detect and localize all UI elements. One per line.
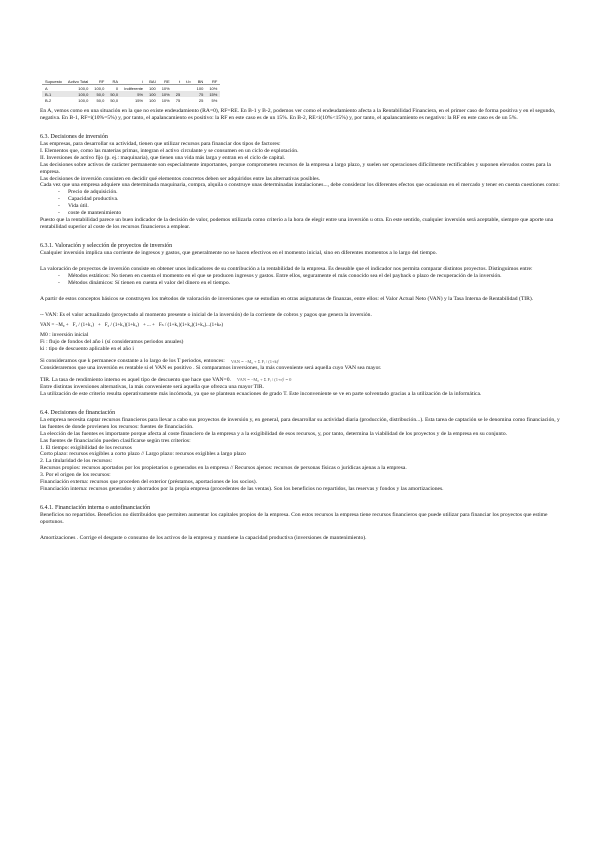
paragraph: Recursos propios: recursos aportados por los propietarios o generados en la empresa // Recursos ajenos: recursos de personas físicas o jurídicas ajenas a la empresa. [40, 465, 407, 472]
paragraph: Financiación interna: recursos generados y ahorrados por la propia empresa (procedentes de las ventas). Son los beneficios no repartidos, las reservas y fondos y las amortizaciones. [40, 485, 444, 492]
table-header-cell: i [121, 78, 146, 85]
paragraph: Financiación externa: recursos que proceden del exterior (préstamos, aportaciones de los socios). [40, 479, 257, 486]
table-cell: 5% [211, 97, 218, 103]
paragraph: A partir de estos conceptos básicos se construyen los métodos de valoración de inversiones que se estudian en otras asignaturas de finanzas, entre ellos: el Valor Actual Neto (VAN) y la Tasa Interna de Rentabilidad (TIR). [40, 295, 534, 302]
table-header-cell: BAI [146, 78, 159, 85]
table-header-cell: RF [206, 78, 220, 85]
section-6-3-title: 6.3. Decisiones de inversión [40, 133, 108, 140]
formula-part: F₂ / (1+k₁)(1+k₂) [104, 322, 139, 328]
paragraph: 1. El tiempo: exigibilidad de los recursos [40, 444, 132, 451]
section-6-4-title: 6.4. Decisiones de financiación [40, 409, 116, 416]
paragraph: Si consideramos que k permanece constante a lo largo de los T periodos, entonces: [40, 358, 225, 365]
paragraph: Beneficios no repartidos. Beneficios no distribuidos que permiten aumentar los capitales propios de la empresa. Con estos recursos la empresa tiene recursos financieros que puede utilizar para financiar los proyectos que estime oportunos. [40, 512, 548, 525]
list-item: - Vida útil. [68, 203, 560, 210]
definition: ki : tipo de descuento aplicable en el año i [40, 346, 134, 353]
table-header-cell: t.b [183, 78, 193, 85]
document-page [40, 78, 560, 542]
list-item: - Métodos dinámicos: Sí tienen en cuenta el valor del dinero en el tiempo. [68, 280, 560, 287]
formula-part: + ... + [142, 322, 155, 328]
table-cell: 10% [161, 97, 170, 103]
tir-line [40, 377, 560, 384]
table-cell: 15% [135, 97, 144, 103]
investment-criteria-list [40, 189, 560, 217]
list-item: - Precio de adquisición. [68, 189, 560, 196]
constant-k-line [40, 358, 560, 365]
paragraph: I. Elementos que, como las materias primas, integran el activo circulante y se consumen en un ciclo de explotación. [40, 147, 299, 154]
list-item: - Métodos estáticos: No tienen en cuenta el momento en el que se producen ingresos y gastos. Entre ellos, seguramente el más conocido sea el del payback o plazo de recuperación de la inversión. [68, 273, 560, 280]
table-cell: 10% [159, 91, 173, 97]
table-header-cell: RA [107, 78, 121, 85]
table-cell: 25 [198, 97, 204, 103]
table-header-cell: BN [194, 78, 207, 85]
table-header-cell: Activo Total [65, 78, 91, 85]
table-cell: 100,0 [78, 85, 89, 91]
table-cell: 100,0 [94, 85, 105, 91]
paragraph: Las empresas, para desarrollar su actividad, tienen que utilizar recursos para financiar dos tipos de factores: [40, 141, 281, 148]
formula-part: Fₙ / (1+k₁)(1+k₂)(1+k₃)...(1+kₙ) [158, 323, 224, 329]
paragraph: Cada vez que una empresa adquiere una determinada maquinaria, compra, alquila o construye unas determinadas instalaciones..., debe considerar los diferentes efectos que ocasionan en el mercado y tener en cuenta cuestiones como: [40, 182, 560, 189]
table-cell: 10% [209, 85, 218, 91]
table-cell: 15% [206, 91, 220, 97]
table-cell: 25 [173, 91, 183, 97]
formula-part: VAN = −M₀ + [40, 322, 69, 328]
table-cell: 100,0 [78, 97, 89, 103]
definition: Fi : flujo de fondos del año i (sí consideramos periodos anuales) [40, 339, 184, 346]
table-cell: 100 [146, 91, 159, 97]
table-cell: 10% [161, 85, 170, 91]
intro-paragraph: En A, vemos como en una situación en la que no existe endeudamiento (RA=0), RF=RE. En B-1 y B-2, podemos ver como el endeudamiento afecta a la Rentabilidad Financiera, en el primer caso de forma positiva y en el segundo, negativa. En B-1, RF=i(10%=5%) y, por tanto, el apalancamiento es positivo: la RF en este caso es de un 15%. En B-2, RE<i(10%<15%) y, por tanto, el apalancamiento es negativo: la RF en este caso es de un 5%. [40, 108, 556, 121]
van-constant-formula: VAN = −M₀ + Σ Fᵢ / (1+k)ⁱ [230, 358, 280, 364]
paragraph: La valoración de proyectos de inversión consiste en obtener unos indicadores de su contribución a la rentabilidad de la empresa. Es deseable que el indicador nos permita comparar distintos proyectos. Distinguimos entre: [40, 265, 533, 272]
table-cell: B-1 [42, 91, 65, 97]
methods-list [40, 273, 560, 287]
table-cell: 50,0 [91, 91, 107, 97]
table-cell: 100 [196, 85, 204, 91]
table-cell: 50,0 [107, 91, 121, 97]
paragraph: La empresa necesita captar recursos financieros para llevar a cabo sus proyectos de inversión y, en general, para desarrollar su actividad diaria (producción, distribución...). Esta tarea de captación se le denomina como financiación, y las fuentes de donde provienen los recursos: fuentes de financiación. [40, 416, 560, 430]
table-header-cell: Supuesto [42, 78, 65, 85]
table-cell: 75 [194, 91, 207, 97]
paragraph: Puesto que la rentabilidad parece un buen indicador de la decisión de valor, podemos utilizarla como criterio a la hora de elegir entre una inversión u otra. En este sentido, cualquier inversión será aceptable, siempre que aporte una rentabilidad superior al coste de los recursos financieros a emplear. [40, 216, 554, 230]
list-item: - Capacidad productiva. [68, 196, 560, 203]
paragraph: Amortizaciones . Corrige el desgaste o consumo de los activos de la empresa y mantiene la capacidad productiva (inversiones de mantenimiento). [40, 534, 367, 541]
table-cell: 100 [149, 97, 156, 103]
van-formula [40, 318, 560, 332]
tir-formula: VAN = −M₀ + Σ Fᵢ / (1+r)ⁱ = 0 [236, 377, 292, 383]
table-cell: A [45, 85, 48, 91]
table-cell: 100 [149, 85, 156, 91]
paragraph: La elección de las fuentes es importante porque afecta al coste financiero de la empresa y a la exigibilidad de esos recursos, y, por tanto, determina la viabilidad de los proyectos y de la empresa en su conjunto. [40, 430, 508, 437]
table-cell: 0 [115, 85, 119, 91]
table-cell: 50,0 [110, 97, 119, 103]
table-cell: 75 [175, 97, 181, 103]
paragraph: Consideraremos que una inversión es rentable si el VAN es positivo . Si comparamos inversiones, la más conveniente será aquella cuyo VAN sea mayor. [40, 365, 382, 372]
table-header-cell: t [173, 78, 183, 85]
table-header-cell: RF [91, 78, 107, 85]
definition: M0 : inversión inicial [40, 332, 89, 339]
list-item: - coste de mantenimiento [68, 210, 560, 217]
table-cell: Indiferente [124, 85, 144, 91]
paragraph: 3. Por el origen de los recursos: [40, 472, 111, 479]
paragraph: Corto plazo: recursos exigibles a corto plazo // Largo plazo: recursos exigibles a largo plazo [40, 451, 246, 458]
paragraph: -- VAN: Es el valor actualizado (proyectado al momento presente o inicial de la inversión) de la corriente de cobros y pagos que genera la inversión. [40, 311, 372, 318]
table-cell: 100,0 [65, 91, 91, 97]
section-6-4-1-title: 6.4.1. Financiación interna o autofinanciación [40, 504, 151, 511]
section-6-3-1-title: 6.3.1. Valoración y selección de proyectos de inversión [40, 242, 173, 249]
table-header-cell: RE [159, 78, 173, 85]
paragraph: La utilización de este criterio resulta operativamente más incómoda, ya que se plantean ecuaciones de grado T. Este inconveniente se ve en parte solventado gracias a la utilización de la informática. [40, 390, 482, 397]
table-cell: 50,0 [96, 97, 105, 103]
table-cell: B-2 [45, 97, 52, 103]
paragraph: Las decisiones de inversión consisten en decidir qué elementos concretos deben ser adquiridos entre las alternativas posibles. [40, 175, 321, 182]
formula-part: F₁ / (1+k₁) [72, 322, 94, 328]
paragraph: II. Inversiones de activo fijo (p. ej.: maquinaria), que tienen una vida más larga y entran en el ciclo de capital. [40, 154, 286, 161]
table-cell: 5% [121, 91, 146, 97]
paragraph: Las fuentes de financiación pueden clasificarse según tres criterios: [40, 437, 191, 444]
formula-part: + [97, 322, 101, 328]
paragraph: TIR. La tasa de rendimiento interno es aquel tipo de descuento que hace que VAN=0. [40, 376, 231, 383]
paragraph: 2. La titularidad de los recursos: [40, 458, 113, 465]
paragraph: Las decisiones sobre activos de carácter permanente son especialmente importantes, porque comprometen recursos de la empresa a largo plazo, y suelen ser operaciones difícilmente rectificables y suponen elevados costes para la empresa. [40, 161, 551, 175]
leverage-table [42, 78, 220, 103]
paragraph: Cualquier inversión implica una corriente de ingresos y gastos, que generalmente no se hacen efectivos en el momento inicial, sino en diferentes momentos a lo largo del tiempo. [40, 250, 437, 256]
paragraph: Entre distintas inversiones alternativas, la más conveniente será aquella que ofrezca una mayor TIR. [40, 383, 265, 390]
